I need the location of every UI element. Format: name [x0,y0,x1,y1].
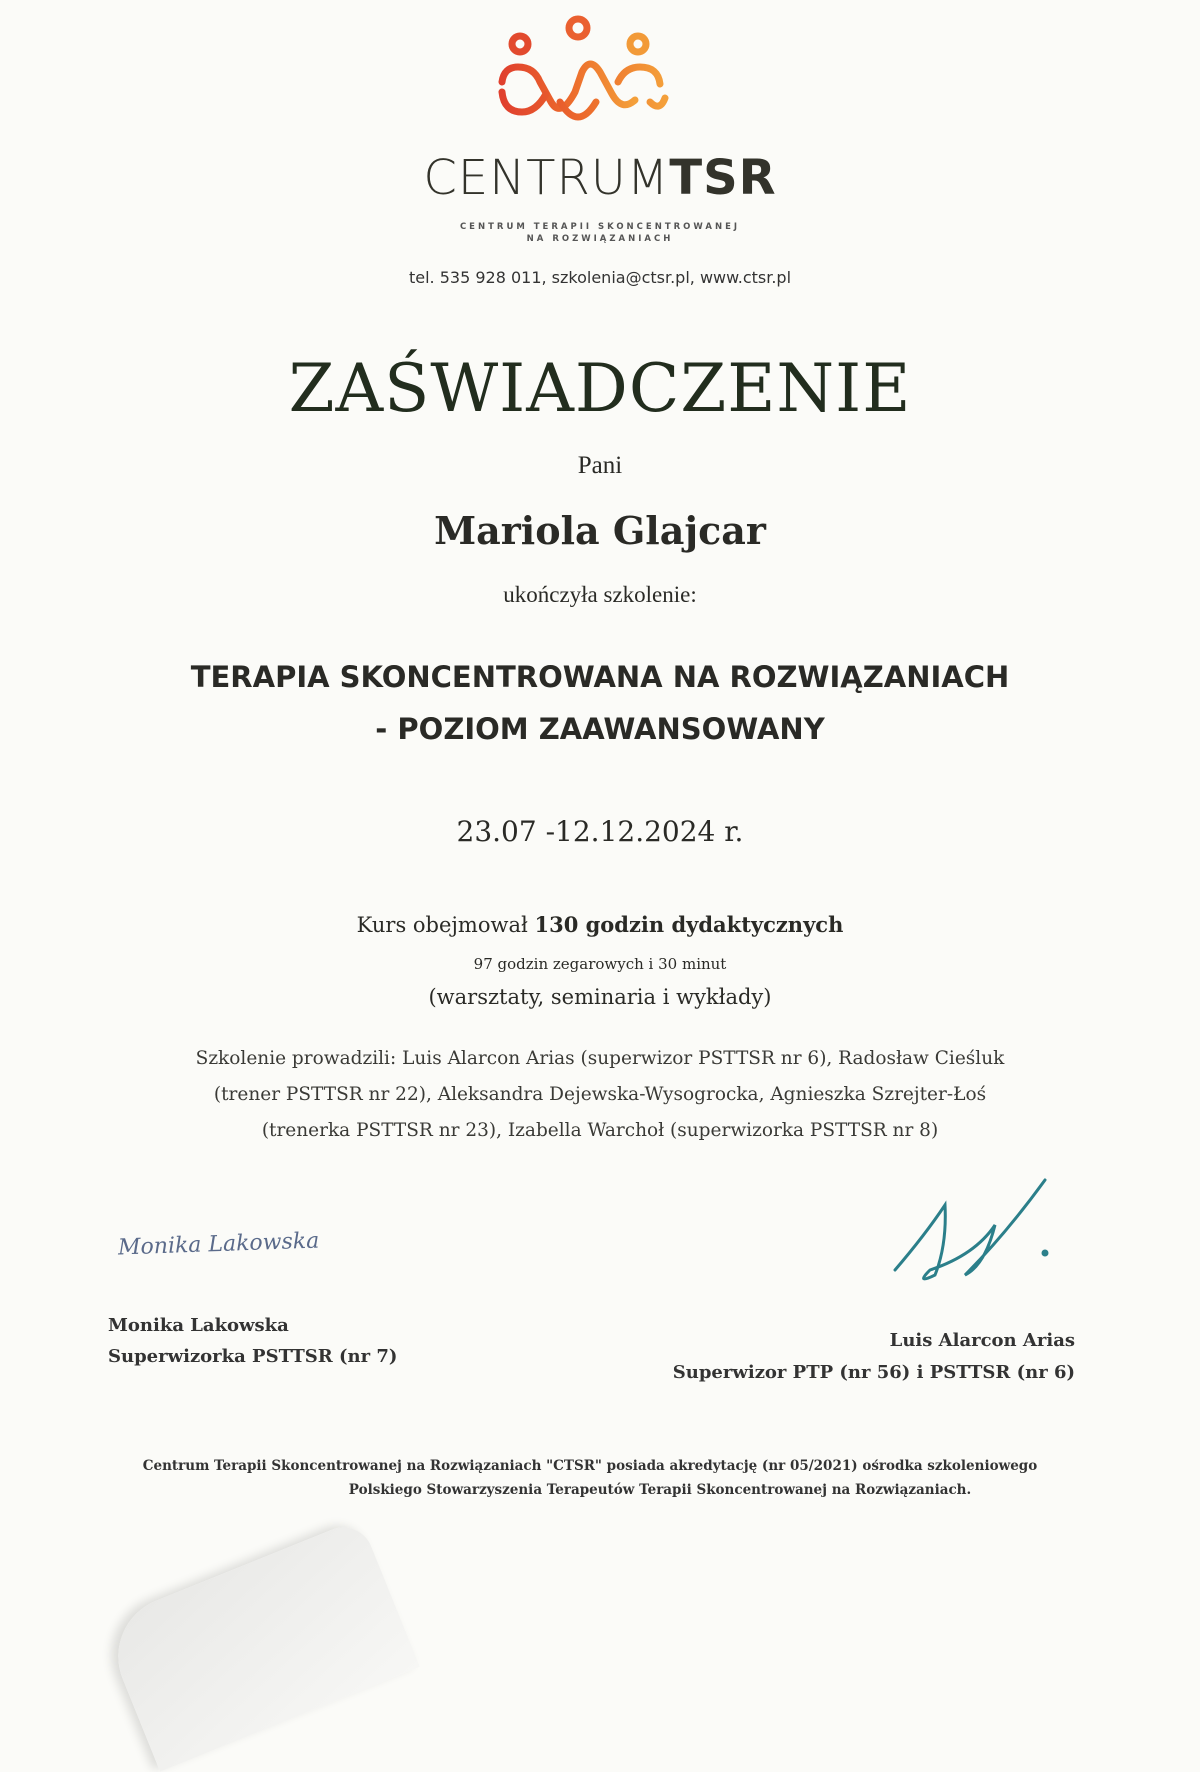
right-signer-role: Superwizor PTP (nr 56) i PSTTSR (nr 6) [672,1362,1075,1383]
ctsr-logo-icon [490,12,680,122]
trainers-line-1: Szkolenie prowadzili: Luis Alarcon Arias (superwizor PSTTSR nr 6), Radosław Cieśluk [195,1048,1005,1069]
signature-right-icon [885,1175,1065,1295]
certificate-title: ZAŚWIADCZENIE [288,350,912,427]
salutation: Pani [577,452,623,479]
tagline-1: CENTRUM TERAPII SKONCENTROWANEJ [459,222,741,232]
left-signer-role: Superwizorka PSTTSR (nr 7) [108,1346,398,1367]
clock-hours: 97 godzin zegarowych i 30 minut [473,955,727,973]
recipient-name: Mariola Glajcar [434,508,766,553]
contact-info: tel. 535 928 011, szkolenia@ctsr.pl, www.ctsr.pl [408,268,792,287]
accreditation-line-1: Centrum Terapii Skoncentrowanej na Rozwiązaniach "CTSR" posiada akredytację (nr 05/2021) ośrodka szkoleniowego [142,1458,1038,1474]
left-signer-name: Monika Lakowska [108,1315,289,1336]
trainers-line-2: (trener PSTTSR nr 22), Aleksandra Dejewska-Wysogrocka, Agnieszka Szrejter-Łoś [213,1084,987,1105]
page-curl [100,1518,420,1771]
course-forms: (warsztaty, seminaria i wykłady) [428,985,772,1009]
signature-left: Monika Lakowska [117,1228,320,1261]
right-signer-name: Luis Alarcon Arias [889,1330,1075,1351]
course-title-line-2: - POZIOM ZAAWANSOWANY [375,712,825,746]
trainers-line-3: (trenerka PSTTSR nr 23), Izabella Warchoł (superwizorka PSTTSR nr 8) [261,1120,939,1141]
accreditation-line-2: Polskiego Stowarzyszenia Terapeutów Terapii Skoncentrowanej na Rozwiązaniach. [348,1482,972,1498]
course-title-line-1: TERAPIA SKONCENTROWANA NA ROZWIĄZANIACH [190,660,1010,694]
brand-name: CENTRUMTSR [423,150,777,206]
course-dates: 23.07 -12.12.2024 r. [456,815,744,848]
hours-summary: Kurs obejmował 130 godzin dydaktycznych [356,912,844,937]
tagline-2: NA ROZWIĄZANIACH [526,234,674,244]
completion-text: ukończyła szkolenie: [503,582,697,607]
